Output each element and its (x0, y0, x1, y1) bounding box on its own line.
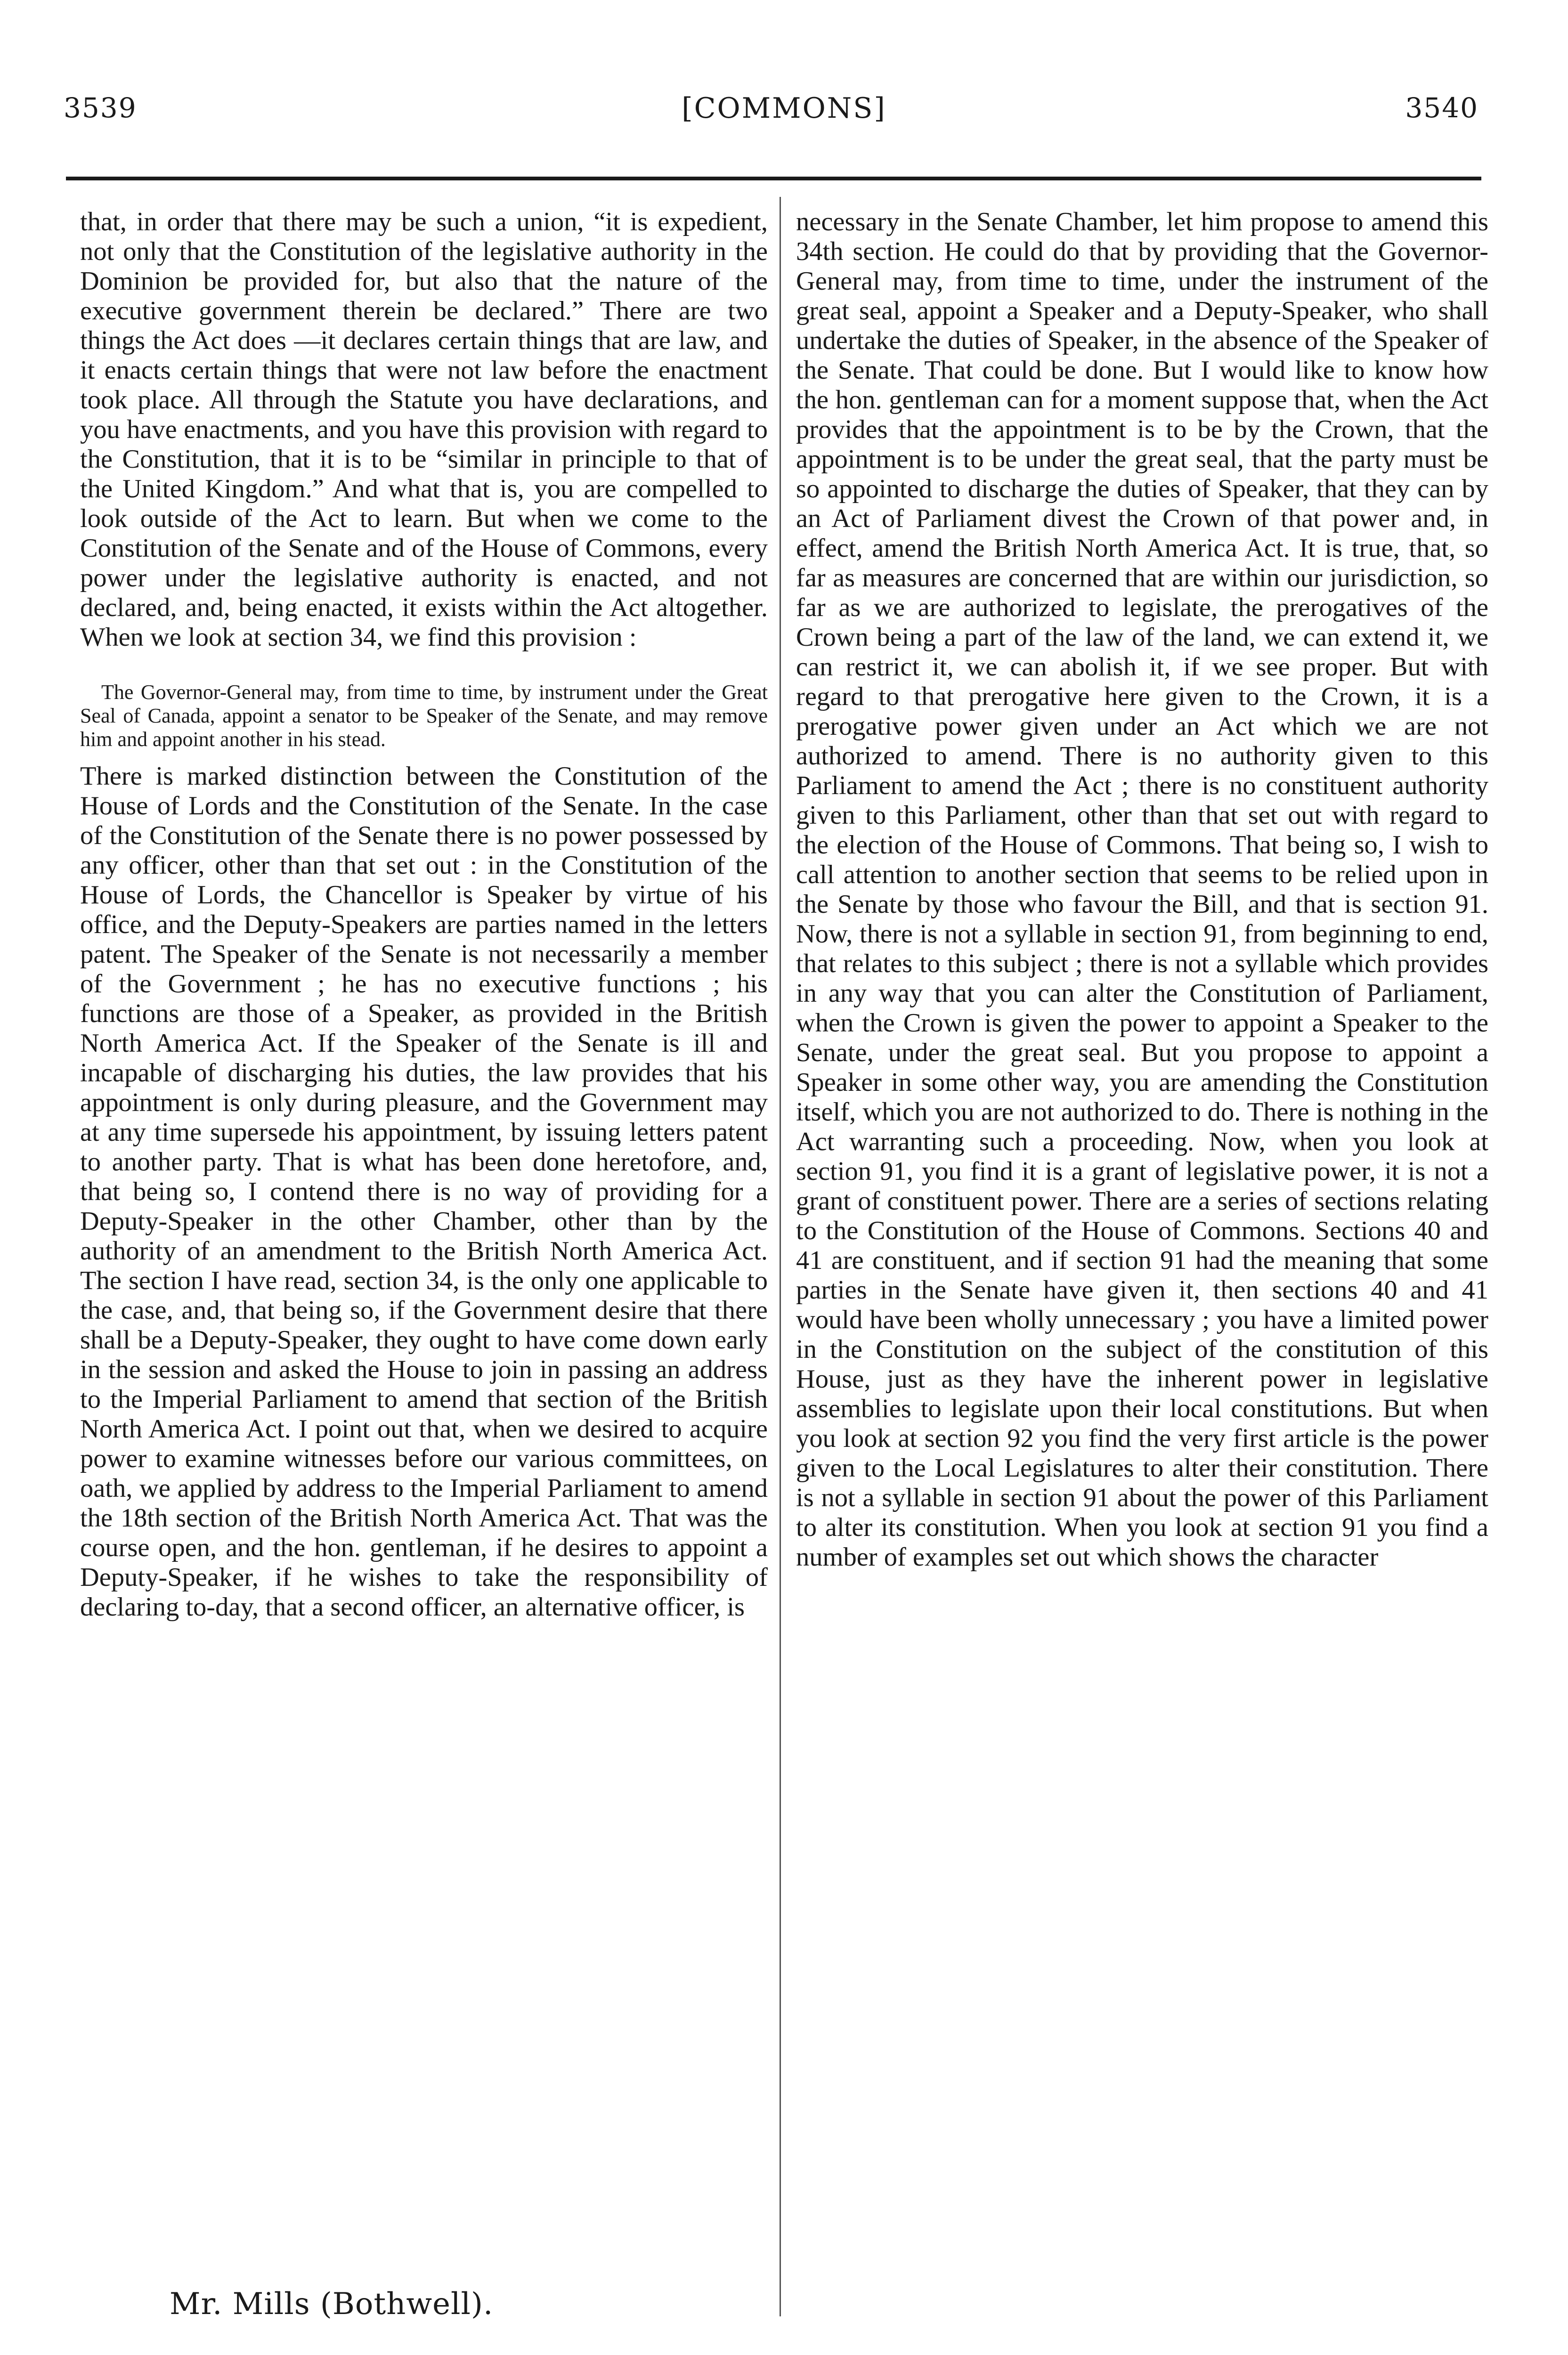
left-paragraph-1: that, in order that there may be such a union, “it is expedient, not only that the Constitution of the legislative authority in the Dominion be provided for, but also that the nature of the executive government therein be declared.” There are two things the Act does —it declares certain things that are law, and it enacts certain things that were not law before the enactment took place. All through the Statute you have declarations, and you have enactments, and you have this provision with regard to the Constitution, that it is to be “similar in principle to that of the United Kingdom.” And what that is, you are compelled to look outside of the Act to learn. But when we come to the Constitution of the Senate and of the House of Commons, every power under the legislative authority is enacted, and not declared, and, being enacted, it exists within the Act altogether. When we look at section 34, we find this provision : (80, 207, 768, 652)
quoted-provision: The Governor-General may, from time to time, by instrument under the Great Seal of Canada, appoint a senator to be Speaker of the Senate, and may remove him and appoint another in his stead. (80, 681, 768, 751)
right-column (796, 207, 1488, 1572)
right-paragraph-1: necessary in the Senate Chamber, let him propose to amend this 34th section. He could do that by providing that the Governor-General may, from time to time, under the instrument of the great seal, appoint a Speaker and a Deputy-Speaker, who shall undertake the duties of Speaker, in the absence of the Speaker of the Senate. That could be done. But I would like to know how the hon. gentleman can for a moment suppose that, when the Act provides that the appointment is to be by the Crown, that the appointment is to be under the great seal, that the party must be so appointed to discharge the duties of Speaker, that they can by an Act of Parliament divest the Crown of that power and, in effect, amend the British North America Act. It is true, that, so far as measures are concerned that are within our jurisdiction, so far as we are authorized to legislate, the prerogatives of the Crown being a part of the law of the land, we can extend it, we can restrict it, we can abolish it, if we see proper. But with regard to that prerogative here given to the Crown, it is a prerogative power given under an Act which we are not authorized to amend. There is no authority given to this Parliament to amend the Act ; there is no constituent authority given to this Parliament, other than that set out with regard to the election of the House of Commons. That being so, I wish to call attention to another section that seems to be relied upon in the Senate by those who favour the Bill, and that is section 91. Now, there is not a syllable in section 91, from beginning to end, that relates to this subject ; there is not a syllable which provides in any way that you can alter the Constitution of Parliament, when the Crown is given the power to appoint a Speaker to the Senate, under the great seal. But you propose to appoint a Speaker in some other way, you are amending the Constitution itself, which you are not authorized to do. There is nothing in the Act warranting such a proceeding. Now, when you look at section 91, you find it is a grant of legislative power, it is not a grant of constituent power. There are a series of sections relating to the Constitution of the House of Commons. Sections 40 and 41 are constituent, and if section 91 had the meaning that some parties in the Senate have given it, then sections 40 and 41 would have been wholly unnecessary ; you have a limited power in the Constitution on the subject of the constitution of this House, just as they have the inherent power in legislative assemblies to legislate upon their local constitutions. But when you look at section 92 you find the very first article is the power given to the Local Legislatures to alter their constitution. There is not a syllable in section 91 about the power of this Parliament to alter its constitution. When you look at section 91 you find a number of examples set out which shows the character (796, 207, 1488, 1572)
page-number-right: 3540 (1405, 92, 1479, 124)
running-title: [COMMONS] (682, 92, 886, 125)
header-rule (66, 177, 1481, 180)
speaker-attribution: Mr. Mills (Bothwell). (170, 2287, 494, 2322)
page-header (0, 92, 1568, 130)
left-paragraph-2: There is marked distinction between the Constitution of the House of Lords and the Constitution of the Senate. In the case of the Constitution of the Senate there is no power possessed by any officer, other than that set out : in the Constitution of the House of Lords, the Chancellor is Speaker by virtue of his office, and the Deputy-Speakers are parties named in the letters patent. The Speaker of the Senate is not necessarily a member of the Government ; he has no executive functions ; his functions are those of a Speaker, as provided in the British North America Act. If the Speaker of the Senate is ill and incapable of discharging his duties, the law provides that his appointment is only during pleasure, and the Government may at any time supersede his appointment, by issuing letters patent to another party. That is what has been done heretofore, and, that being so, I contend there is no way of providing for a Deputy-Speaker in the other Chamber, other than by the authority of an amendment to the British North America Act. The section I have read, section 34, is the only one applicable to the case, and, that being so, if the Government desire that there shall be a Deputy-Speaker, they ought to have come down early in the session and asked the House to join in passing an address to the Imperial Parliament to amend that section of the British North America Act. I point out that, when we desired to acquire power to examine witnesses before our various committees, on oath, we applied by address to the Imperial Parliament to amend the 18th section of the British North America Act. That was the course open, and the hon. gentleman, if he desires to appoint a Deputy-Speaker, if he wishes to take the responsibility of declaring to-day, that a second officer, an alternative officer, is (80, 762, 768, 1622)
column-divider (780, 197, 781, 2316)
page-number-left: 3539 (64, 92, 137, 124)
left-column (80, 207, 768, 1622)
